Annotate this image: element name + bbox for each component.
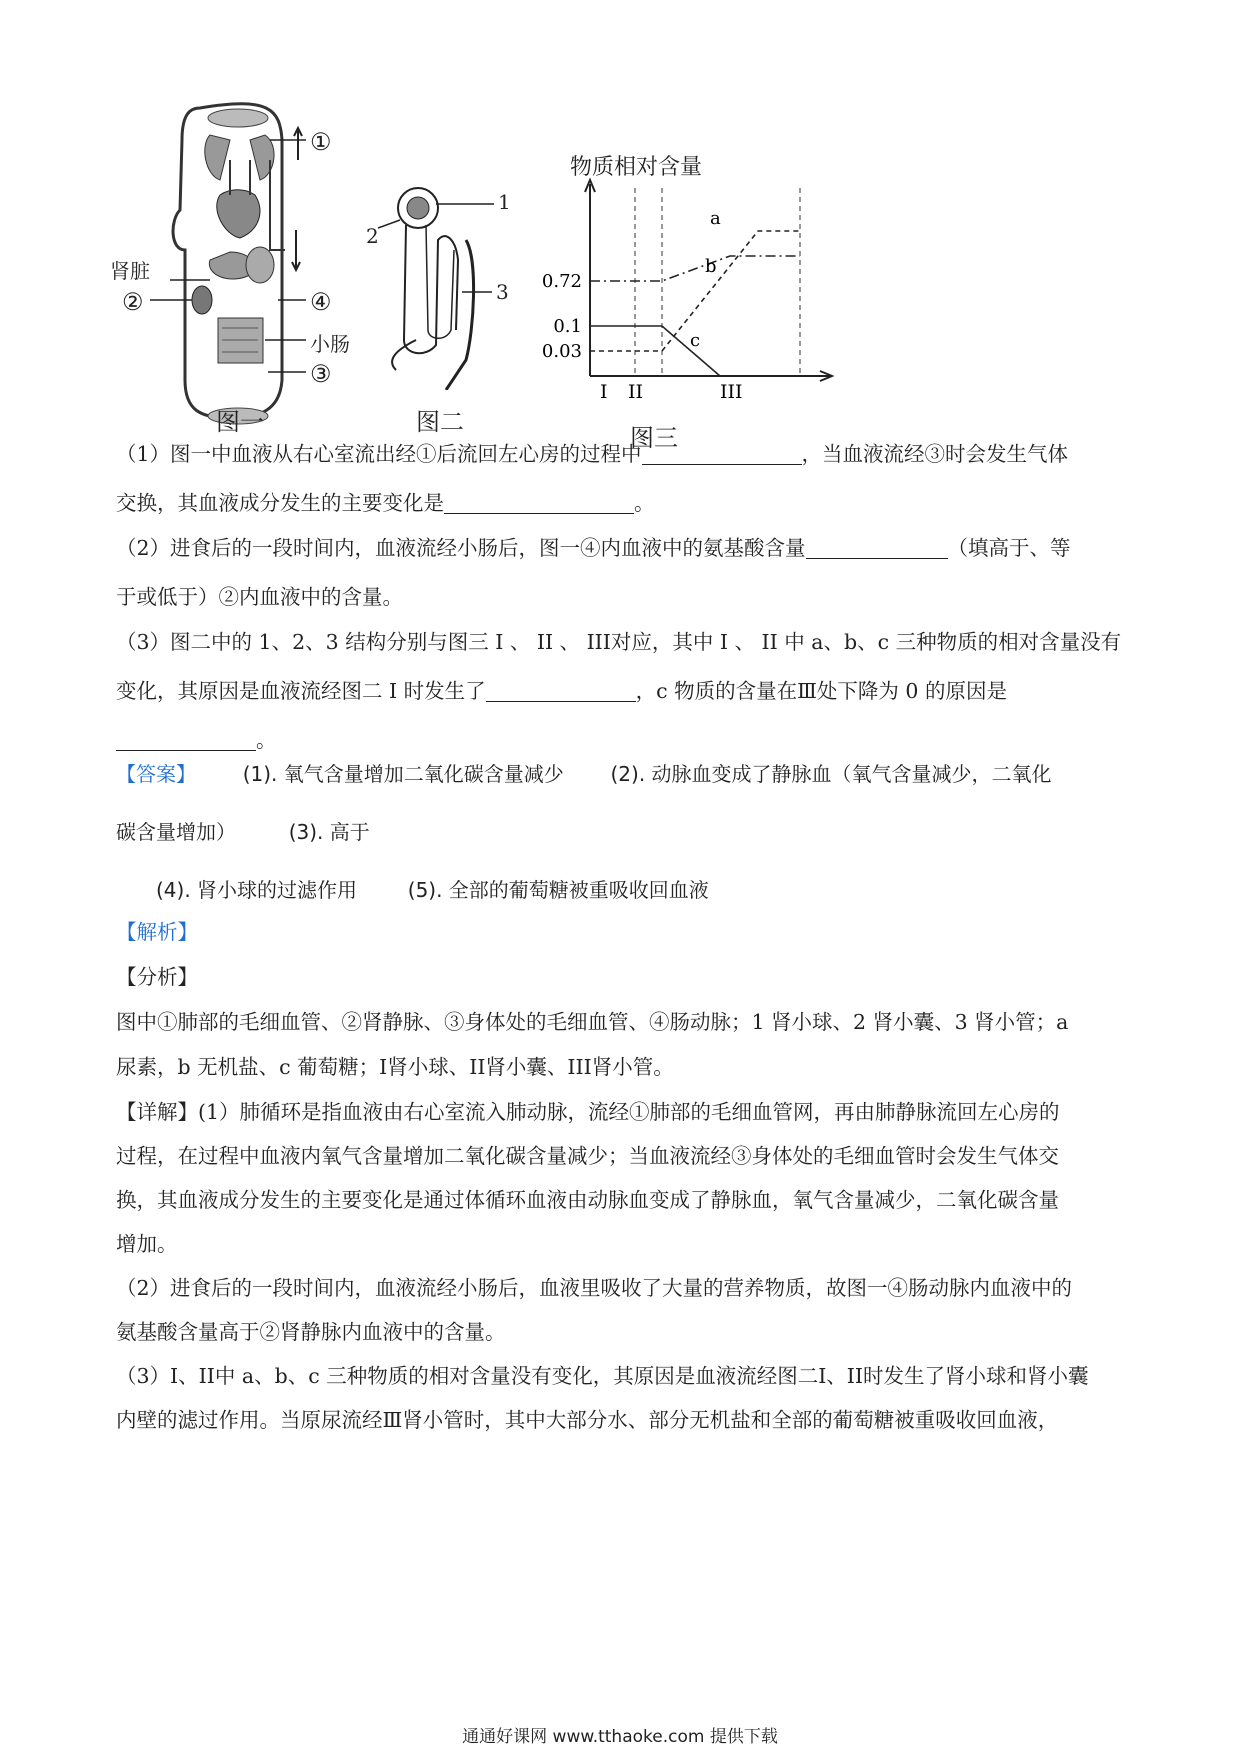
y-tick-label: 0.03 bbox=[541, 341, 582, 362]
curve-label: b bbox=[705, 256, 717, 277]
figure-2-caption: 图二 bbox=[416, 408, 464, 436]
chart-svg bbox=[530, 176, 890, 416]
q3-line-2 bbox=[116, 667, 1126, 716]
questions bbox=[116, 430, 1126, 765]
q2-line-1 bbox=[116, 524, 1126, 573]
label-intestine: 小肠 bbox=[310, 332, 350, 356]
detail-line-6: 氨基酸含量高于②肾静脉内血液中的含量。 bbox=[116, 1320, 506, 1344]
answer-2: (2). 动脉血变成了静脉血（氧气含量减少，二氧化 bbox=[610, 762, 1052, 786]
q1-text-c: 交换，其血液成分发生的主要变化是 bbox=[116, 491, 444, 515]
label-3: ③ bbox=[310, 360, 332, 388]
detail-line-8: 内壁的滤过作用。当原尿流经Ⅲ肾小管时，其中大部分水、部分无机盐和全部的葡萄糖被重吸收回血液， bbox=[116, 1408, 1059, 1432]
y-tick-label: 0.72 bbox=[541, 271, 582, 292]
q1-line-2 bbox=[116, 479, 1126, 528]
q3-text-a: （3）图二中的 1、2、3 结构分别与图三 I 、 II 、 III对应，其中 I 、 II 中 a、b、c 三种物质的相对含量没有 bbox=[116, 630, 1122, 654]
series-line-b bbox=[590, 256, 800, 281]
q1-line-1 bbox=[116, 430, 1126, 479]
q3-text-b: 变化，其原因是血液流经图二 I 时发生了 bbox=[116, 679, 486, 703]
answer-4: (4). 肾小球的过滤作用 bbox=[156, 878, 358, 902]
q1-text-b: ，当血液流经③时会发生气体 bbox=[801, 442, 1069, 466]
label-kidney: 肾脏 bbox=[110, 259, 150, 283]
q1-blank-2[interactable] bbox=[444, 487, 634, 514]
figure-1-caption: 图一 bbox=[216, 408, 264, 436]
analysis-sub: 【分析】 bbox=[116, 965, 198, 989]
q3-text-d: 。 bbox=[256, 728, 277, 752]
label-4: ④ bbox=[310, 288, 332, 316]
q1-text-d: 。 bbox=[634, 491, 655, 515]
curve-label: a bbox=[710, 208, 721, 229]
detail-line-7: （3）I、II中 a、b、c 三种物质的相对含量没有变化，其原因是血液流经图二I、II时发生了肾小球和肾小囊 bbox=[116, 1364, 1089, 1388]
figures-row bbox=[110, 100, 890, 480]
detail-line-1: 【详解】(1）肺循环是指血液由右心室流入肺动脉，流经①肺部的毛细血管网，再由肺静脉流回左心房的 bbox=[116, 1100, 1060, 1124]
analysis-tag: 【解析】 bbox=[116, 920, 198, 944]
answer-block bbox=[116, 745, 1126, 919]
q3-text-c: ，c 物质的含量在Ⅲ处下降为 0 的原因是 bbox=[635, 679, 1007, 703]
chart-ylabel: 物质相对含量 bbox=[570, 155, 703, 180]
x-tick-label: II bbox=[628, 381, 644, 403]
q1-blank-1[interactable] bbox=[642, 438, 802, 465]
label-2: ② bbox=[122, 288, 144, 316]
page-footer: 通通好课网 www.tthaoke.com 提供下载 bbox=[462, 1727, 778, 1747]
x-tick-label: III bbox=[720, 381, 743, 403]
analysis-line-2: 尿素，b 无机盐、c 葡萄糖；I肾小球、II肾小囊、III肾小管。 bbox=[116, 1055, 674, 1079]
circulation-diagram bbox=[110, 100, 380, 430]
curve-label: c bbox=[690, 330, 701, 351]
figure-3-caption: 图三 bbox=[630, 424, 678, 452]
analysis-block bbox=[116, 910, 1126, 1090]
q2-line-2 bbox=[116, 573, 1126, 622]
q2-text-a: （2）进食后的一段时间内，血液流经小肠后，图一④内血液中的氨基酸含量 bbox=[116, 536, 806, 560]
detail-block bbox=[116, 1090, 1126, 1442]
nephron-label-1: 1 bbox=[498, 190, 511, 214]
answer-line-1 bbox=[116, 745, 1126, 803]
q2-text-b: （填高于、等 bbox=[947, 536, 1071, 560]
q2-blank[interactable] bbox=[806, 532, 948, 559]
nephron-label-3: 3 bbox=[496, 280, 509, 304]
y-tick-label: 0.1 bbox=[553, 316, 582, 337]
analysis-line-1: 图中①肺部的毛细血管、②肾静脉、③身体处的毛细血管、④肠动脉；1 肾小球、2 肾小囊、3 肾小管；a bbox=[116, 1010, 1069, 1034]
q3-line-1 bbox=[116, 618, 1126, 667]
detail-line-2: 过程，在过程中血液内氧气含量增加二氧化碳含量减少；当血液流经③身体处的毛细血管时会发生气体交 bbox=[116, 1144, 1059, 1168]
x-tick-label: I bbox=[600, 381, 608, 403]
detail-line-4: 增加。 bbox=[116, 1232, 178, 1256]
q3-blank-1[interactable] bbox=[486, 675, 636, 702]
answer-3: (3). 高于 bbox=[288, 820, 370, 844]
detail-line-3: 换，其血液成分发生的主要变化是通过体循环血液由动脉血变成了静脉血，氧气含量减少，二氧化碳含量 bbox=[116, 1188, 1059, 1212]
nephron-label-2: 2 bbox=[366, 224, 379, 248]
detail-line-5: （2）进食后的一段时间内，血液流经小肠后，血液里吸收了大量的营养物质，故图一④肠动脉内血液中的 bbox=[116, 1276, 1073, 1300]
answer-line-2 bbox=[116, 803, 1126, 861]
answer-1: (1). 氧气含量增加二氧化碳含量减少 bbox=[242, 762, 564, 786]
analysis-sub-line bbox=[116, 955, 1126, 1000]
answer-5: (5). 全部的葡萄糖被重吸收回血液 bbox=[407, 878, 709, 902]
q2-text-c: 于或低于）②内血液中的含量。 bbox=[116, 585, 403, 609]
label-1: ① bbox=[310, 128, 332, 156]
figure-1 bbox=[110, 100, 380, 480]
answer-tag: 【答案】 bbox=[116, 762, 196, 786]
q1-text-a: （1）图一中血液从右心室流出经①后流回左心房的过程中 bbox=[116, 442, 642, 466]
answer-2-cont: 碳含量增加） bbox=[116, 820, 236, 844]
analysis-tag-line bbox=[116, 910, 1126, 955]
